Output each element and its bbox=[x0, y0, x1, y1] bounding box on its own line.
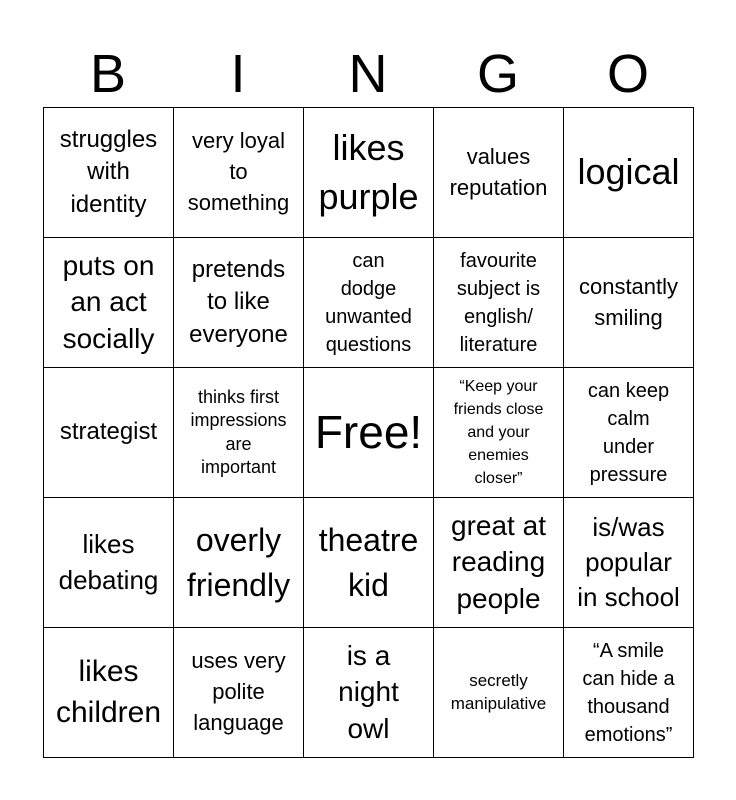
cell-text: overly friendly bbox=[186, 521, 291, 603]
cell-text: constantly smiling bbox=[578, 273, 679, 330]
cell-text: likes debating bbox=[58, 529, 159, 595]
bingo-cell[interactable] bbox=[44, 628, 174, 758]
cell-text: can keep calm under pressure bbox=[587, 379, 670, 486]
header-letter-g: G bbox=[476, 44, 519, 104]
cell-text: puts on an act socially bbox=[62, 249, 155, 354]
cell-text: uses very polite language bbox=[191, 648, 286, 735]
cell-text: logical bbox=[577, 151, 680, 193]
bingo-cell[interactable] bbox=[304, 628, 434, 758]
bingo-cell[interactable] bbox=[44, 368, 174, 498]
cell-text: pretends to like everyone bbox=[189, 255, 288, 348]
cell-text: “Keep your friends close and your enemies closer” bbox=[453, 377, 544, 488]
bingo-cell[interactable] bbox=[174, 108, 304, 238]
cell-text: great at reading people bbox=[451, 509, 546, 614]
bingo-cell[interactable] bbox=[44, 108, 174, 238]
bingo-cell[interactable] bbox=[174, 628, 304, 758]
bingo-cell[interactable] bbox=[564, 498, 694, 628]
bingo-cell[interactable] bbox=[304, 498, 434, 628]
header-letter-b: B bbox=[89, 44, 127, 104]
cell-text: “A smile can hide a thousand emotions” bbox=[582, 639, 675, 746]
bingo-cell[interactable] bbox=[434, 108, 564, 238]
cell-text: secretly manipulative bbox=[450, 671, 547, 713]
free-cell[interactable] bbox=[304, 368, 434, 498]
bingo-cell[interactable] bbox=[564, 628, 694, 758]
bingo-cell[interactable] bbox=[564, 238, 694, 368]
bingo-cell[interactable] bbox=[434, 368, 564, 498]
bingo-cell[interactable] bbox=[44, 498, 174, 628]
cell-text: strategist bbox=[59, 418, 158, 446]
cell-text: very loyal to something bbox=[187, 128, 290, 215]
cell-text: is a night owl bbox=[338, 639, 399, 744]
cell-text: theatre kid bbox=[318, 521, 419, 603]
cell-text: likes children bbox=[55, 655, 162, 729]
bingo-cell[interactable] bbox=[304, 108, 434, 238]
cell-text: can dodge unwanted questions bbox=[325, 249, 412, 356]
bingo-cell[interactable] bbox=[174, 238, 304, 368]
bingo-cell[interactable] bbox=[304, 238, 434, 368]
bingo-cell[interactable] bbox=[174, 368, 304, 498]
bingo-cell[interactable] bbox=[434, 238, 564, 368]
header-letter-o: O bbox=[606, 44, 649, 104]
cell-text: values reputation bbox=[449, 143, 548, 200]
cell-text: likes purple bbox=[318, 126, 419, 217]
bingo-board bbox=[43, 107, 694, 758]
bingo-cell[interactable] bbox=[44, 238, 174, 368]
bingo-header bbox=[43, 40, 693, 108]
cell-text: favourite subject is english/ literature bbox=[456, 249, 541, 356]
cell-text: struggles with identity bbox=[59, 125, 158, 218]
cell-text: Free! bbox=[314, 405, 423, 458]
bingo-cell[interactable] bbox=[564, 108, 694, 238]
bingo-cell[interactable] bbox=[434, 628, 564, 758]
header-letter-i: I bbox=[230, 44, 246, 104]
cell-text: is/was popular in school bbox=[577, 511, 680, 613]
cell-text: thinks first impressions are important bbox=[190, 386, 287, 477]
bingo-cell[interactable] bbox=[564, 368, 694, 498]
header-letter-n: N bbox=[348, 44, 388, 104]
bingo-cell[interactable] bbox=[174, 498, 304, 628]
bingo-cell[interactable] bbox=[434, 498, 564, 628]
